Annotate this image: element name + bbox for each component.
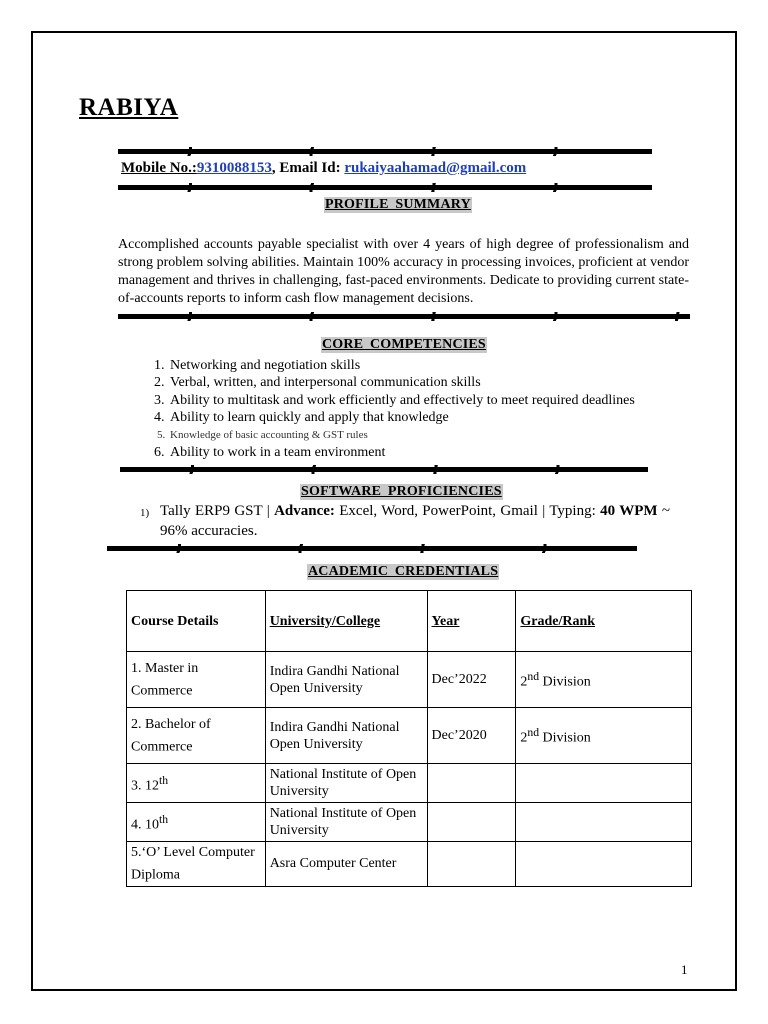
resume-name: RABIYA xyxy=(79,94,179,121)
email-link[interactable]: rukaiyaahamad@gmail.com xyxy=(344,160,527,176)
page-number: 1 xyxy=(681,962,688,977)
divider-line xyxy=(120,467,648,472)
table-row xyxy=(127,708,692,764)
cell-grade xyxy=(516,652,692,708)
cell-university: Indira Gandhi National Open University xyxy=(265,652,427,708)
table-row xyxy=(127,842,692,887)
cell-year xyxy=(427,803,516,842)
cell-university: National Institute of Open University xyxy=(265,803,427,842)
grade-num: 2 xyxy=(520,674,528,690)
software-item-number: 1) xyxy=(140,507,150,519)
header-course: Course Details xyxy=(127,591,266,652)
software-proficiencies-heading: SOFTWARE PROFICIENCIES xyxy=(301,484,502,499)
software-text-part: Tally ERP9 GST | xyxy=(160,503,275,519)
cell-year xyxy=(427,842,516,887)
cell-grade xyxy=(516,708,692,764)
course-text: 1. Master in Commerce xyxy=(131,660,199,699)
email-label: , Email Id: xyxy=(271,160,345,176)
profile-summary-text: Accomplished accounts payable specialist with over 4 years of high degree of professionalism and strong problem solving abilities. Maintain 100% accuracy in processing invoices, proficient at vendor management and thrives in challenging, fast-paced environments. Dedicate to providing current state-of-accounts reports to inform cash flow management decisions. xyxy=(118,237,689,306)
table-row xyxy=(127,803,692,842)
cell-university: Indira Gandhi National Open University xyxy=(265,708,427,764)
course-text: 5.‘O’ Level Computer Diploma xyxy=(131,845,255,883)
academic-credentials-heading: ACADEMIC CREDENTIALS xyxy=(308,564,499,579)
course-text: 3. 12 xyxy=(131,778,159,794)
table-row xyxy=(127,652,692,708)
grade-num: 2 xyxy=(520,730,528,746)
course-text: 4. 10 xyxy=(131,817,159,833)
cell-year xyxy=(427,764,516,803)
divider-line xyxy=(118,185,652,190)
cell-course xyxy=(127,764,266,803)
mobile-label: Mobile No.: xyxy=(121,160,197,176)
list-item: 2. Verbal, written, and interpersonal communication skills xyxy=(168,374,728,391)
course-sup: th xyxy=(159,812,169,826)
typing-speed: 40 WPM xyxy=(600,503,658,519)
list-item: 5. Knowledge of basic accounting & GST rules xyxy=(168,427,728,444)
divider-line xyxy=(118,149,652,154)
academic-table xyxy=(126,590,692,887)
contact-line xyxy=(121,160,526,177)
grade-sup: nd xyxy=(527,670,540,684)
divider-line xyxy=(118,314,690,319)
list-item: 6. Ability to work in a team environment xyxy=(168,444,728,461)
course-sup: th xyxy=(159,773,169,787)
cell-year: Dec’2022 xyxy=(427,652,516,708)
cell-grade xyxy=(516,842,692,887)
header-year: Year xyxy=(427,591,516,652)
mobile-link[interactable]: 9310088153 xyxy=(196,160,272,176)
cell-year: Dec’2020 xyxy=(427,708,516,764)
grade-suffix: Division xyxy=(539,730,591,746)
cell-course xyxy=(127,652,266,708)
divider-line xyxy=(107,546,637,551)
cell-university: National Institute of Open University xyxy=(265,764,427,803)
grade-sup: nd xyxy=(527,726,540,740)
cell-course xyxy=(127,708,266,764)
cell-course xyxy=(127,842,266,887)
core-competencies-heading: CORE COMPETENCIES xyxy=(322,337,486,352)
table-row xyxy=(127,764,692,803)
profile-summary-heading: PROFILE SUMMARY xyxy=(325,197,471,212)
cell-university: Asra Computer Center xyxy=(265,842,427,887)
list-item: 4. Ability to learn quickly and apply that knowledge xyxy=(168,409,728,426)
software-item-text xyxy=(140,501,670,541)
advance-label: Advance: xyxy=(274,503,335,519)
cell-grade xyxy=(516,764,692,803)
list-item: 1. Networking and negotiation skills xyxy=(168,357,728,374)
software-text-part: Excel, Word, PowerPoint, Gmail | Typing: xyxy=(334,503,601,519)
table-header-row xyxy=(127,591,692,652)
header-university: University/College xyxy=(265,591,427,652)
software-item xyxy=(140,501,670,541)
cell-grade xyxy=(516,803,692,842)
cell-course xyxy=(127,803,266,842)
software-text-part: ~ 96% accuracies. xyxy=(160,503,670,539)
list-item: 3. Ability to multitask and work efficiently and effectively to meet required deadlines xyxy=(168,392,728,409)
competencies-list xyxy=(118,357,728,461)
grade-suffix: Division xyxy=(539,674,591,690)
course-text: 2. Bachelor of Commerce xyxy=(131,716,211,755)
header-grade: Grade/Rank xyxy=(516,591,692,652)
